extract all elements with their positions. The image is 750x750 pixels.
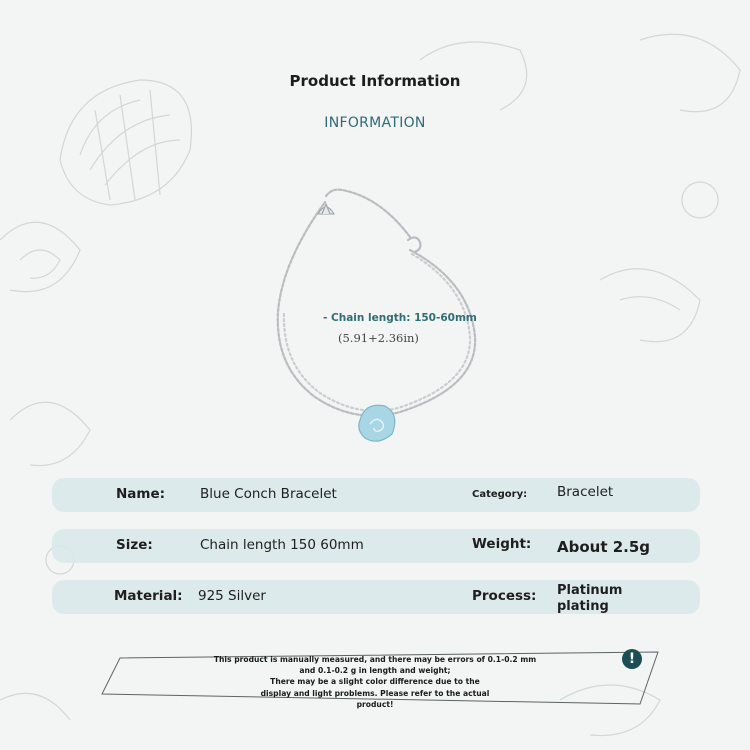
process-label: Process: — [472, 588, 537, 604]
name-value: Blue Conch Bracelet — [200, 486, 337, 502]
notice-text: This product is manually measured, and there may be errors of 0.1-0.2 mm and 0.1-0.2 g in length and weight; There may be a slight color difference due to the display and light problems. Please refer to the actual product! — [213, 655, 537, 709]
process-value: Platinum plating — [557, 583, 623, 614]
material-label: Material: — [114, 588, 183, 604]
material-value: 925 Silver — [198, 588, 266, 604]
weight-value: About 2.5g — [557, 538, 651, 556]
chain-length-inches: (5.91+2.36in) — [338, 331, 419, 345]
spec-row-name — [52, 478, 700, 512]
chain-length-label: - Chain length: 150-60mm — [323, 312, 477, 324]
page-title: Product Information — [289, 72, 461, 90]
spec-row-size — [52, 529, 700, 563]
exclamation-icon: ! — [622, 649, 642, 669]
category-label: Category: — [472, 489, 528, 500]
category-value: Bracelet — [557, 484, 614, 500]
size-value: Chain length 150 60mm — [200, 537, 364, 553]
name-label: Name: — [116, 486, 166, 502]
page-subtitle: INFORMATION — [324, 115, 426, 131]
spec-row-material — [52, 580, 700, 614]
weight-label: Weight: — [472, 536, 532, 552]
size-label: Size: — [116, 537, 153, 553]
